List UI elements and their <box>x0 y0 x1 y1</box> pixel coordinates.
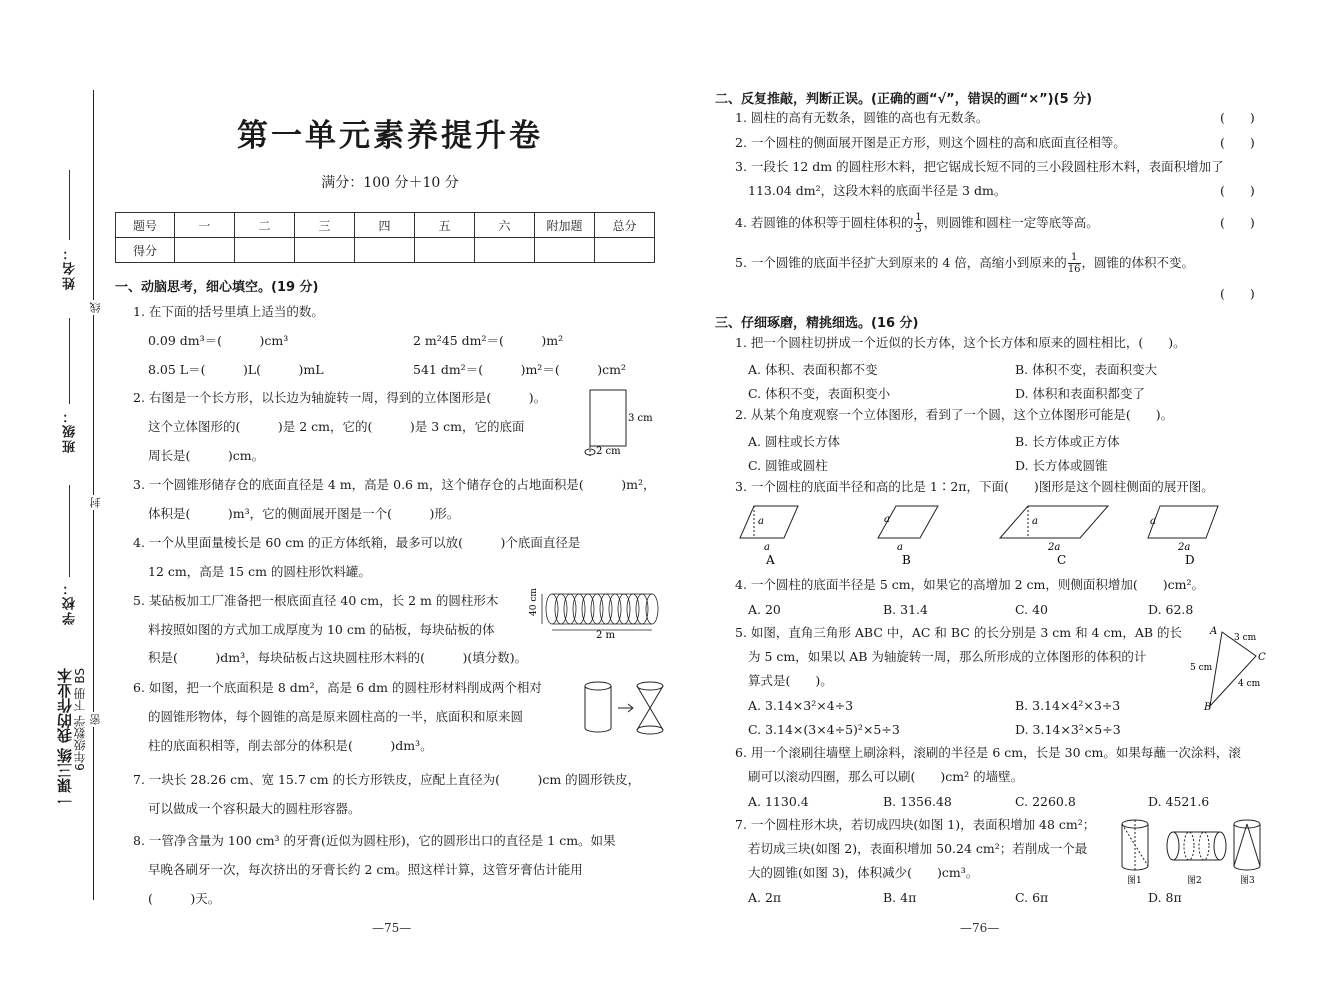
choice-5-d[interactable]: D. 3.14×3²×5÷3 <box>1015 722 1121 737</box>
choice-6-line1: 6. 用一个滚刷往墙壁上刷涂料，滚刷的半径是 6 cm，长是 30 cm。如果每蘸一次涂料，滚 <box>735 745 1241 760</box>
question-1-1: 1. 在下面的括号里填上适当的数。 <box>133 304 324 319</box>
choice-7-b[interactable]: B. 4π <box>883 890 917 905</box>
choice-4-d[interactable]: D. 62.8 <box>1148 602 1194 617</box>
question-1-8-line3: ( )天。 <box>148 891 221 906</box>
question-1-7-line2: 可以做成一个容积最大的圆柱形容器。 <box>148 801 361 816</box>
choice-7-c[interactable]: C. 6π <box>1015 890 1049 905</box>
cylinder-to-cones-figure <box>580 678 665 738</box>
judge-4-pre: 4. 若圆锥的体积等于圆柱体积的 <box>735 215 914 230</box>
svg-text:4 cm: 4 cm <box>1238 679 1261 689</box>
log-figure <box>530 590 665 640</box>
question-1-1c: 8.05 L＝( )L( )mL <box>148 362 324 377</box>
score-cell[interactable] <box>415 238 475 263</box>
page-number-left: —75— <box>372 921 412 935</box>
choice-5-line2: 为 5 cm，如果以 AB 为轴旋转一周，那么所形成的立体图形的体积的计 <box>748 649 1147 664</box>
fraction-one-third: $\frac{1}{3}$ <box>915 212 922 235</box>
judge-1-answer[interactable]: ( ) <box>1220 110 1255 125</box>
judge-4-answer[interactable]: ( ) <box>1220 215 1255 230</box>
score-cell[interactable] <box>475 238 535 263</box>
judge-5-answer[interactable]: ( ) <box>1220 286 1255 301</box>
svg-text:3 cm: 3 cm <box>1234 633 1257 643</box>
judge-2: 2. 一个圆柱的侧面展开图是正方形，则这个圆柱的高和底面直径相等。 <box>735 135 1126 150</box>
question-1-5-line2: 料按照如图的方式加工成厚度为 10 cm 的砧板，每块砧板的体 <box>148 622 495 637</box>
fig-label-a: A <box>766 553 775 567</box>
choice-1-b[interactable]: B. 体积不变，表面积变大 <box>1015 362 1158 377</box>
score-header-cell: 一 <box>175 213 235 238</box>
choice-5-line1: 5. 如图，直角三角形 ABC 中，AC 和 BC 的长分别是 3 cm 和 4 cm，AB 的长 <box>735 625 1183 640</box>
choice-5-b[interactable]: B. 3.14×4²×3÷3 <box>1015 698 1121 713</box>
question-1-1d: 541 dm²＝( )m²＝( )cm² <box>413 362 626 377</box>
name-field-line[interactable] <box>69 170 70 240</box>
choice-7-line3: 大的圆锥(如图 3)，体积减少( )cm³。 <box>748 865 979 880</box>
fig-caption-1: 图1 <box>1127 876 1142 886</box>
right-triangle-figure <box>1190 622 1270 712</box>
school-label: 学校： <box>63 580 78 625</box>
svg-text:a: a <box>1150 516 1156 527</box>
choice-4: 4. 一个圆柱的底面半径是 5 cm，如果它的高增加 2 cm，则侧面积增加( )cm²。 <box>735 577 1205 592</box>
choice-2-b[interactable]: B. 长方体或正方体 <box>1015 434 1120 449</box>
fig-label-b: B <box>902 553 911 567</box>
question-1-5-line1: 5. 某砧板加工厂准备把一根底面直径 40 cm，长 2 m 的圆柱形木 <box>133 593 499 608</box>
judge-5-pre: 5. 一个圆锥的底面半径扩大到原来的 4 倍，高缩小到原来的 <box>735 255 1067 270</box>
question-1-3-line2: 体积是( )m³，它的侧面展开图是一个( )形。 <box>148 506 460 521</box>
score-header-cell: 附加题 <box>535 213 595 238</box>
cut-mark-feng: 封 <box>89 497 102 508</box>
question-1-5-line3: 积是( )dm³，每块砧板占这块圆柱形木料的( )(填分数)。 <box>148 650 528 665</box>
full-score: 满分：100 分＋10 分 <box>321 175 459 191</box>
judge-3-answer[interactable]: ( ) <box>1220 183 1255 198</box>
judge-4 <box>735 210 1099 236</box>
log-length-label: 2 m <box>596 630 616 641</box>
svg-text:2a: 2a <box>1048 542 1061 553</box>
choice-7-d[interactable]: D. 8π <box>1148 890 1182 905</box>
name-label: 姓名： <box>63 245 78 290</box>
choice-6-b[interactable]: B. 1356.48 <box>883 794 952 809</box>
score-cell[interactable] <box>235 238 295 263</box>
choice-7-line1: 7. 一个圆柱形木块，若切成四块(如图 1)，表面积增加 48 cm²； <box>735 817 1096 832</box>
question-1-2-line2: 这个立体图形的( )是 2 cm，它的( )是 3 cm，它的底面 <box>148 419 525 434</box>
choice-2-a[interactable]: A. 圆柱或长方体 <box>748 434 840 449</box>
school-field-line[interactable] <box>69 485 70 577</box>
svg-text:a: a <box>1032 516 1038 527</box>
choice-6-d[interactable]: D. 4521.6 <box>1148 794 1210 809</box>
cut-mark-xian: 线 <box>89 302 102 313</box>
judge-5-post: ，圆锥的体积不变。 <box>1081 255 1195 270</box>
svg-text:a: a <box>764 542 770 553</box>
page-title: 第一单元素养提升卷 <box>237 118 543 154</box>
choice-4-c[interactable]: C. 40 <box>1015 602 1048 617</box>
score-row-label: 得分 <box>116 238 175 263</box>
question-1-8-line1: 8. 一管净含量为 100 cm³ 的牙膏(近似为圆柱形)，它的圆形出口的直径是 1 cm。如果 <box>133 833 616 848</box>
score-cell[interactable] <box>535 238 595 263</box>
score-header-cell: 三 <box>295 213 355 238</box>
question-1-2-line3: 周长是( )cm。 <box>148 448 265 463</box>
choice-5-c[interactable]: C. 3.14×(3×4÷5)²×5÷3 <box>748 722 900 737</box>
choice-5-line3: 算式是( )。 <box>748 673 833 688</box>
fig-caption-2: 图2 <box>1187 876 1202 886</box>
choice-1: 1. 把一个圆柱切拼成一个近似的长方体，这个长方体和原来的圆柱相比，( )。 <box>735 335 1186 350</box>
brand-logo: 一课三练 我的作业本 <box>56 668 74 809</box>
question-1-2-line1: 2. 右图是一个长方形，以长边为轴旋转一周，得到的立体图形是( )。 <box>133 390 547 405</box>
choice-4-a[interactable]: A. 20 <box>748 602 781 617</box>
choice-6-line2: 刷可以滚动四圈，那么可以刷( )cm² 的墙壁。 <box>748 769 1024 784</box>
log-diameter-label: 40 cm <box>529 588 539 616</box>
rectangle-figure <box>584 388 664 463</box>
choice-1-c[interactable]: C. 体积不变，表面积变小 <box>748 386 891 401</box>
section-3-heading: 三、仔细琢磨，精挑细选。(16 分) <box>715 316 919 331</box>
fig-label-c: C <box>1057 553 1067 567</box>
svg-text:a: a <box>758 516 764 527</box>
question-1-1a: 0.09 dm³＝( )cm³ <box>148 333 289 348</box>
section-2-heading: 二、反复推敲，判断正误。(正确的画“√”，错误的画“×”)(5 分) <box>715 92 1093 107</box>
choice-7-figures <box>1115 816 1265 888</box>
choice-6-c[interactable]: C. 2260.8 <box>1015 794 1076 809</box>
fraction-one-sixteenth: $\frac{1}{16}$ <box>1067 252 1081 275</box>
svg-text:5 cm: 5 cm <box>1190 663 1213 673</box>
score-cell[interactable] <box>175 238 235 263</box>
choice-4-b[interactable]: B. 31.4 <box>883 602 928 617</box>
fig-caption-3: 图3 <box>1240 876 1255 886</box>
cut-mark-mi: 密 <box>89 714 102 725</box>
choice-3: 3. 一个圆柱的底面半径和高的比是 1∶2π，下面( )图形是这个圆柱侧面的展开图。 <box>735 479 1214 494</box>
judge-3-line1: 3. 一段长 12 dm 的圆柱形木料，把它锯成长短不同的三小段圆柱形木料，表面积增加了 <box>735 159 1224 174</box>
svg-text:a: a <box>884 514 890 525</box>
question-1-4-line1: 4. 一个从里面量棱长是 60 cm 的正方体纸箱，最多可以放( )个底面直径是 <box>133 535 581 550</box>
svg-text:C: C <box>1258 652 1266 663</box>
question-1-3-line1: 3. 一个圆锥形储存仓的底面直径是 4 m，高是 0.6 m，这个储存仓的占地面积是( )m²， <box>133 477 656 492</box>
judge-2-answer[interactable]: ( ) <box>1220 135 1255 150</box>
svg-text:A: A <box>1210 626 1218 637</box>
judge-1: 1. 圆柱的高有无数条，圆锥的高也有无数条。 <box>735 110 989 125</box>
judge-4-post: ，则圆锥和圆柱一定等底等高。 <box>923 215 1099 230</box>
score-header-cell: 总分 <box>595 213 655 238</box>
choice-3-figures <box>740 502 1220 570</box>
score-header-cell: 五 <box>415 213 475 238</box>
choice-2-c[interactable]: C. 圆锥或圆柱 <box>748 458 828 473</box>
score-table <box>115 212 655 263</box>
score-header-cell: 六 <box>475 213 535 238</box>
question-1-8-line2: 早晚各刷牙一次，每次挤出的牙膏长约 2 cm。照这样计算，这管牙膏估计能用 <box>148 862 583 877</box>
rect-height-label: 3 cm <box>628 413 653 424</box>
judge-5 <box>735 250 1194 276</box>
question-1-6-line1: 6. 如图，把一个底面积是 8 dm²，高是 6 dm 的圆柱形材料削成两个相对 <box>133 680 542 695</box>
score-cell[interactable] <box>295 238 355 263</box>
score-header-cell: 四 <box>355 213 415 238</box>
page-number-right: —76— <box>960 921 1000 935</box>
choice-2: 2. 从某个角度观察一个立体图形，看到了一个圆，这个立体图形可能是( )。 <box>735 407 1174 422</box>
question-1-1b: 2 m²45 dm²＝( )m² <box>413 333 564 348</box>
question-1-4-line2: 12 cm，高是 15 cm 的圆柱形饮料罐。 <box>148 564 371 579</box>
judge-3-line2: 113.04 dm²，这段木料的底面半径是 3 dm。 <box>748 183 1007 198</box>
score-header-cell: 题号 <box>116 213 175 238</box>
rect-width-label: 2 cm <box>596 446 621 457</box>
choice-1-a[interactable]: A. 体积、表面积都不变 <box>748 362 878 377</box>
svg-text:B: B <box>1204 702 1212 713</box>
score-cell[interactable] <box>355 238 415 263</box>
class-field-line[interactable] <box>69 318 70 404</box>
choice-7-line2: 若切成三块(如图 2)，表面积增加 50.24 cm²；若削成一个最 <box>748 841 1088 856</box>
score-cell[interactable] <box>595 238 655 263</box>
question-1-6-line3: 柱的底面积相等，削去部分的体积是( )dm³。 <box>148 738 433 753</box>
choice-2-d[interactable]: D. 长方体或圆锥 <box>1015 458 1108 473</box>
edition-label: 6年级数学 下册 BS <box>73 668 87 771</box>
question-1-6-line2: 的圆锥形物体，每个圆锥的高是原来圆柱高的一半，底面积和原来圆 <box>148 709 524 724</box>
choice-1-d[interactable]: D. 体积和表面积都变了 <box>1015 386 1146 401</box>
fig-label-d: D <box>1185 553 1195 567</box>
svg-text:2a: 2a <box>1178 542 1191 553</box>
section-1-heading: 一、动脑思考，细心填空。(19 分) <box>115 280 319 295</box>
svg-text:a: a <box>897 542 903 553</box>
score-header-cell: 二 <box>235 213 295 238</box>
choice-7-a[interactable]: A. 2π <box>748 890 782 905</box>
question-1-7-line1: 7. 一块长 28.26 cm、宽 15.7 cm 的长方形铁皮，应配上直径为( )cm 的圆形铁皮， <box>133 772 641 787</box>
choice-6-a[interactable]: A. 1130.4 <box>748 794 809 809</box>
class-label: 班级： <box>63 408 78 453</box>
choice-5-a[interactable]: A. 3.14×3²×4÷3 <box>748 698 854 713</box>
